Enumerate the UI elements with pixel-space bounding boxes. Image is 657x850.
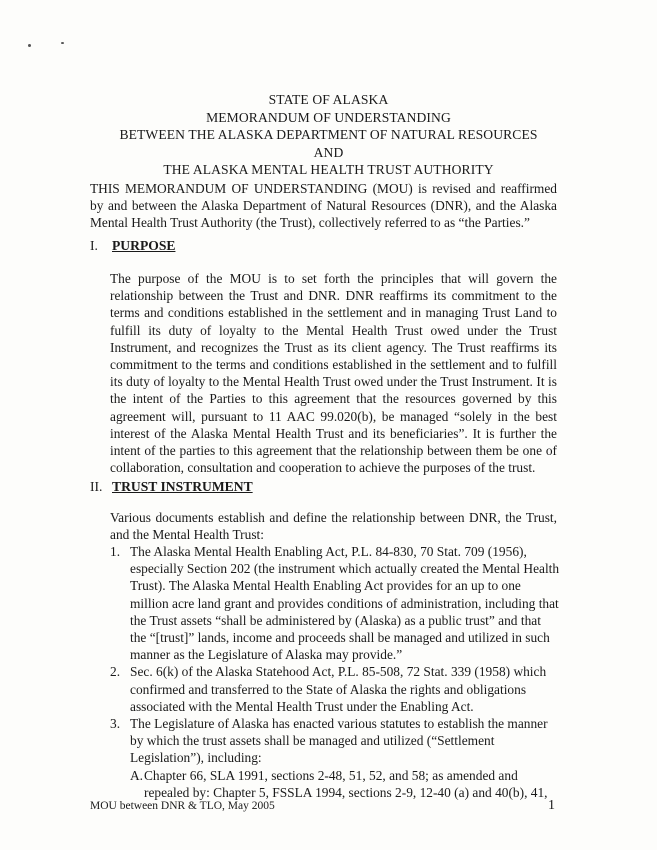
page-number: 1 [548, 798, 555, 813]
section-heading-trust-instrument [90, 478, 253, 495]
document-title [0, 91, 657, 179]
title-line: BETWEEN THE ALASKA DEPARTMENT OF NATURAL RESOURCES [119, 127, 538, 142]
title-line: AND [313, 144, 344, 160]
list-item [110, 663, 560, 715]
trust-documents-list [110, 543, 560, 801]
intro-paragraph: THIS MEMORANDUM OF UNDERSTANDING (MOU) is revised and reaffirmed by and between the Alaska Department of Natural Resources (DNR), and the Alaska Mental Health Trust Authority (the Trust), collectively referred to as “the Parties.” [90, 181, 557, 231]
section-number: II. [90, 479, 103, 494]
list-text: Sec. 6(k) of the Alaska Statehood Act, P.L. 85-508, 72 Stat. 339 (1958) which confirmed and transferred to the State of Alaska the rights and obligations associated with the Mental Health Trust under the Enabling Act. [130, 664, 547, 714]
list-item [110, 715, 560, 767]
section-label: PURPOSE [112, 238, 176, 253]
list-number: 2. [110, 664, 121, 680]
purpose-paragraph: The purpose of the MOU is to set forth the principles that will govern the relationship between the Trust and DNR. DNR reaffirms its commitment to the terms and conditions established in the settlement and in managing Trust Land to fulfill its duty of loyalty to the Mental Health Trust owed under the Trust Instrument, and recognizes the Trust as its client agency. The Trust reaffirms its commitment to the terms and conditions established in the settlement and to fulfill its duty of loyalty to the Mental Health Trust owed under the Trust Instrument. It is the intent of the Parties to this agreement that the resources governed by this agreement will, pursuant to 11 AAC 99.020(b), be managed “solely in the best interest of the Alaska Mental Health Trust and its beneficiaries”. It is further the intent of the parties to this agreement that the relationship between them be one of collaboration, consultation and cooperation to achieve the purposes of the trust. [110, 271, 557, 476]
section-heading-purpose [90, 237, 175, 254]
section-label: TRUST INSTRUMENT [112, 479, 253, 494]
sub-list-letter: A. [130, 767, 144, 783]
title-line: MEMORANDUM OF UNDERSTANDING [206, 109, 451, 125]
list-text: The Legislature of Alaska has enacted various statutes to establish the manner by which the trust assets shall be managed and utilized (“Settlement Legislation”), including: [130, 716, 548, 766]
title-line: STATE OF ALASKA [268, 92, 389, 107]
trust-instrument-paragraph: Various documents establish and define the relationship between DNR, the Trust, and the Mental Health Trust: [110, 510, 557, 543]
scan-speck [61, 42, 64, 44]
list-item [110, 543, 560, 663]
list-number: 1. [110, 544, 121, 559]
footer-text: MOU between DNR & TLO, May 2005 [90, 800, 275, 812]
sub-list-item [110, 767, 560, 801]
scan-speck [28, 44, 31, 47]
title-line: THE ALASKA MENTAL HEALTH TRUST AUTHORITY [163, 162, 494, 177]
list-text: The Alaska Mental Health Enabling Act, P.L. 84-830, 70 Stat. 709 (1956), especially Section 202 (the instrument which actually created the Mental Health Trust). The Alaska Mental Health Enabling Act provides for an up to one million acre land grant and provides conditions of administration, including that the Trust assets “shall be administered by (Alaska) as a public trust” and that the “[trust]” lands, income and proceeds shall be managed and utilized in such manner as the Legislature of Alaska may provide.” [130, 544, 560, 663]
list-number: 3. [110, 716, 121, 732]
section-number: I. [90, 238, 98, 253]
sub-list-text: Chapter 66, SLA 1991, sections 2-48, 51, 52, and 58; as amended and repealed by: Chapter 5, FSSLA 1994, sections 2-9, 12-40 (a) and 40(b), 41, [144, 767, 548, 800]
